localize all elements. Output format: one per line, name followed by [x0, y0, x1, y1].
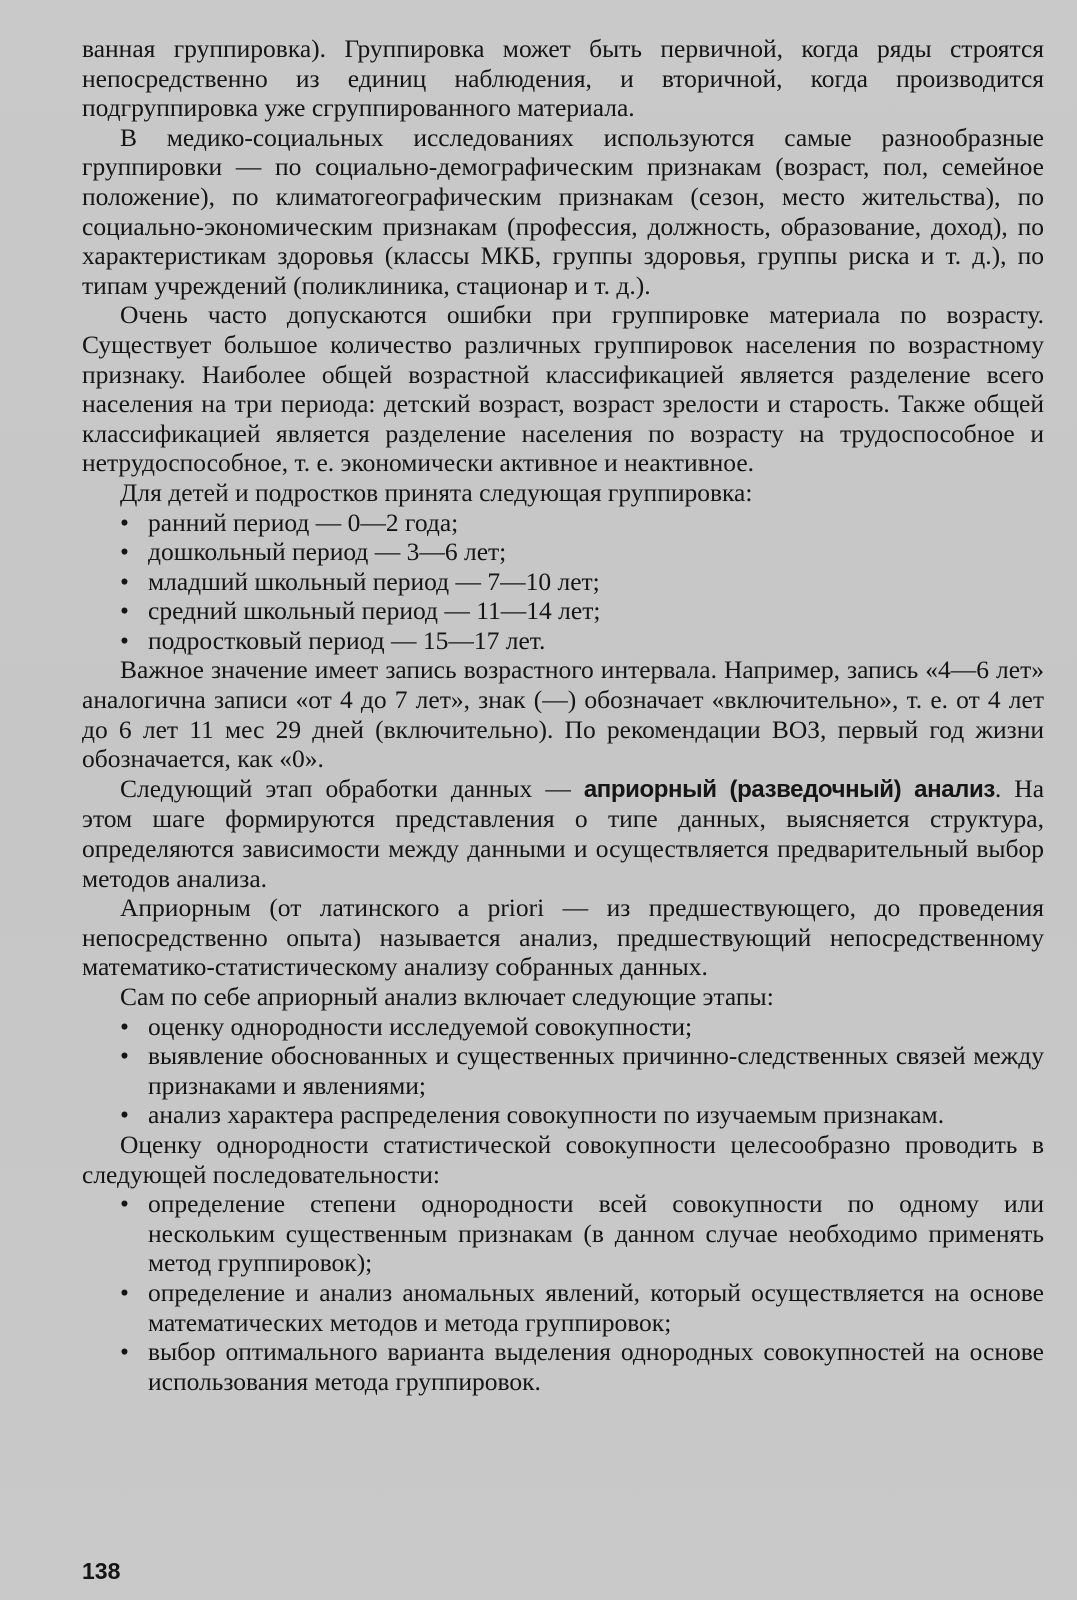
paragraph-apriori-stages-intro: Сам по себе априорный анализ включает следующие этапы:	[120, 982, 774, 1011]
paragraph-text-after: . На этом шаге формируются представления о типе данных, выясняется структура, определяются зависимости между данными и осуществляется предварительный выбор методов анализа.	[82, 773, 1045, 893]
list-item	[120, 1041, 1044, 1100]
list-item	[120, 596, 1044, 626]
paragraph-homogeneity-sequence-intro: Оценку однородности статистической совокупности целесообразно проводить в следующей последовательности:	[82, 1129, 1044, 1189]
bullet-icon: •	[120, 1100, 129, 1130]
bullet-icon: •	[120, 1277, 129, 1307]
list-item-text: выявление обоснованных и существенных причинно-следственных связей между признаками и явлениями;	[148, 1041, 1044, 1100]
paragraph-grouping-continuation: ванная группировка). Группировка может быть первичной, когда ряды строятся непосредственно из единиц наблюдения, и вторичной, когда производится подгруппировка уже сгруппированного материала.	[82, 34, 1044, 123]
bullet-icon: •	[120, 566, 129, 596]
apriori-stages-list	[82, 1012, 1044, 1130]
list-item	[120, 508, 1044, 538]
paragraph-apriori-definition: Априорным (от латинского a priori — из предшествующего, до проведения непосредственно опыта) называется анализ, предшествующий непосредственному математико-статистическому анализу собранных данных.	[82, 893, 1044, 982]
page-body	[82, 34, 1044, 1396]
bullet-icon: •	[120, 1189, 129, 1219]
bullet-icon: •	[120, 507, 129, 537]
bullet-icon: •	[120, 1011, 129, 1041]
list-item-text: оценку однородности исследуемой совокупности;	[148, 1011, 693, 1041]
homogeneity-steps-list	[82, 1189, 1044, 1396]
list-item	[120, 1012, 1044, 1042]
term-apriori-analysis: априорный (разведочный) анализ	[583, 775, 995, 803]
page-number: 138	[82, 1558, 121, 1584]
bullet-icon: •	[120, 625, 129, 655]
list-item	[120, 1278, 1044, 1337]
list-item-text: определение и анализ аномальных явлений, который осуществляется на основе математических методов и метода группировок;	[148, 1277, 1044, 1337]
list-item-text: подростковый период — 15—17 лет.	[148, 625, 546, 655]
bullet-icon: •	[120, 596, 129, 626]
list-item-text: младший школьный период — 7—10 лет;	[148, 566, 600, 596]
list-item-text: выбор оптимального варианта выделения однородных совокупностей на основе использования метода группировок.	[148, 1337, 1044, 1396]
list-item-text: анализ характера распределения совокупности по изучаемым признакам.	[148, 1100, 945, 1130]
list-item-text: дошкольный период — 3—6 лет;	[148, 537, 507, 567]
paragraph-apriori-analysis-stage	[82, 774, 1044, 893]
paragraph-age-interval-notation: Важное значение имеет запись возрастного интервала. Например, запись «4—6 лет» аналогична записи «от 4 до 7 лет», знак (—) обозначает «включительно», т. е. от 4 лет до 6 лет 11 мес 29 дней (включительно). По рекомендации ВОЗ, первый год жизни обозначается, как «0».	[82, 655, 1044, 774]
paragraph-medico-social-groupings: В медико-социальных исследованиях используются самые разнообразные группировки — по социально-демографическим признакам (возраст, пол, семейное положение), по климатогеографическим признакам (сезон, место жительства), по социально-экономическим признакам (профессия, должность, образование, доход), по характеристикам здоровья (классы МКБ, группы здоровья, группы риска и т. д.), по типам учреждений (поликлиника, стационар и т. д.).	[82, 122, 1044, 300]
bullet-icon: •	[120, 537, 129, 567]
list-item-text: средний школьный период — 11—14 лет;	[148, 596, 601, 626]
paragraph-age-grouping-errors: Очень часто допускаются ошибки при группировке материала по возрасту. Существует большое количество различных группировок населения по возрастному признаку. Наиболее общей возрастной классификацией является разделение всего населения на три периода: детский возраст, возраст зрелости и старость. Также общей классификацией является разделение населения по возрасту на трудоспособное и нетрудоспособное, т. е. экономически активное и неактивное.	[82, 300, 1044, 478]
paragraph-children-grouping-intro: Для детей и подростков принята следующая группировка:	[120, 477, 753, 507]
list-item	[120, 567, 1044, 597]
list-item	[120, 1100, 1044, 1130]
list-item	[120, 537, 1044, 567]
list-item-text: определение степени однородности всей совокупности по одному или нескольким существенным признакам (в данном случае необходимо применять метод группировок);	[148, 1189, 1044, 1278]
list-item-text: ранний период — 0—2 года;	[148, 507, 459, 537]
bullet-icon: •	[120, 1041, 129, 1071]
paragraph-text-before: Следующий этап обработки данных —	[120, 773, 584, 803]
age-groups-list	[82, 508, 1044, 656]
bullet-icon: •	[120, 1337, 129, 1367]
list-item	[120, 626, 1044, 656]
list-item	[120, 1337, 1044, 1396]
list-item	[120, 1189, 1044, 1278]
